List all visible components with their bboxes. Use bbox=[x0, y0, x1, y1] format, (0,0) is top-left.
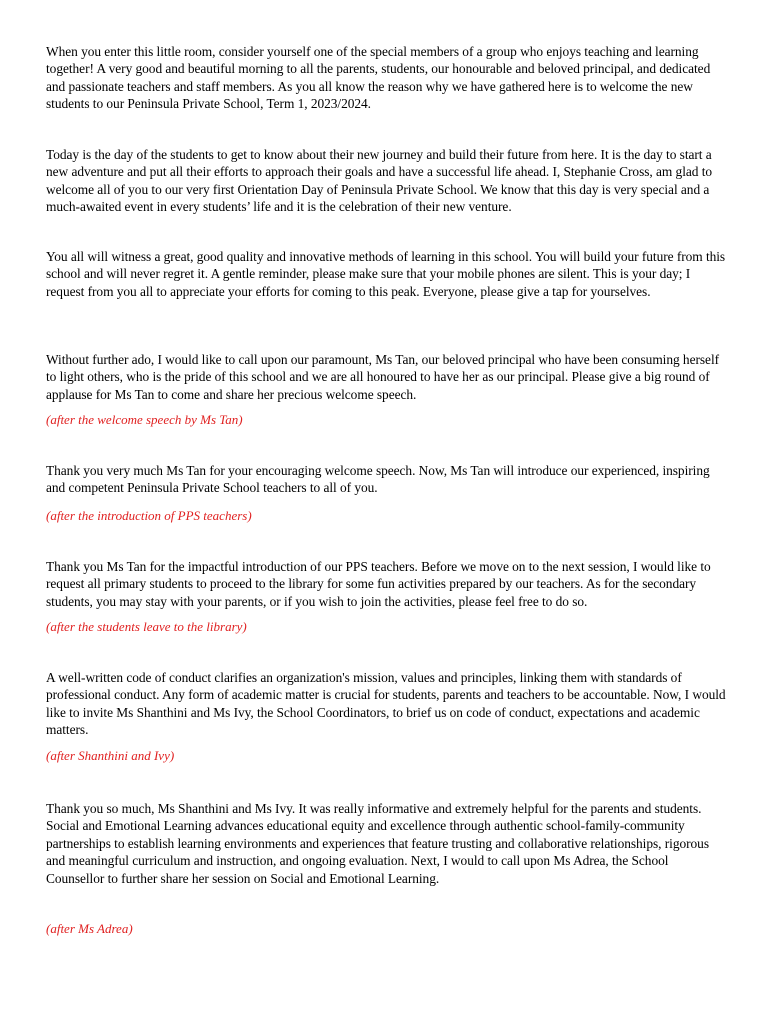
paragraph-call-principal: Without further ado, I would like to call upon our paramount, Ms Tan, our beloved principal who have been consuming herself to light others, who is the pride of this school and we are all honoured to have her as our principal. Please give a big round of applause for Ms Tan to come and share her precious welcome speech. bbox=[46, 352, 720, 402]
paragraph-code-of-conduct: A well-written code of conduct clarifies an organization's mission, values and principles, linking them with standards of professional conduct. Any form of academic matter is crucial for students, parents and teachers to be accountable. Now, I would like to invite Ms Shanthini and Ms Ivy, the School Coordinators, to brief us on code of conduct, expectations and academic matters. bbox=[46, 670, 726, 738]
paragraph-orientation-day: Today is the day of the students to get to know about their new journey and build their future from here. It is the day to start a new adventure and put all their efforts to approach their goals and have a successful life ahead. I, Stephanie Cross, am glad to welcome all of you to our very first Orientation Day of Peninsula Private School. We know that this day is very special and a much-awaited event in every students’ life and it is the celebration of their new venture. bbox=[46, 147, 713, 215]
stage-cue-coordinators: (after Shanthini and Ivy) bbox=[46, 748, 175, 763]
paragraph-reminder: You all will witness a great, good quality and innovative methods of learning in this school. You will build your future from this school and will never regret it. A gentle reminder, please make sure that your mobile phones are silent. This is your day; I request from you all to appreciate your efforts for coming to this peak. Everyone, please give a tap for yourselves. bbox=[46, 249, 726, 299]
paragraph-thank-principal: Thank you very much Ms Tan for your encouraging welcome speech. Now, Ms Tan will introduce our experienced, inspiring and competent Peninsula Private School teachers to all of you. bbox=[46, 463, 710, 496]
paragraph-social-emotional-learning: Thank you so much, Ms Shanthini and Ms Ivy. It was really informative and extremely helpful for the parents and students. Social and Emotional Learning advances educational equity and excellence through authentic school-family-community partnerships to establish learning environments and experiences that feature trusting and collaborative relationships, rigorous and meaningful curriculum and instruction, and ongoing evaluation. Next, I would to call upon Ms Adrea, the School Counsellor to further share her session on Social and Emotional Learning. bbox=[46, 801, 709, 886]
paragraph-welcome: When you enter this little room, consider yourself one of the special members of a group who enjoys teaching and learning together! A very good and beautiful morning to all the parents, students, our honourable and beloved principal, and dedicated and passionate teachers and staff members. As you all know the reason why we have gathered here is to welcome the new students to our Peninsula Private School, Term 1, 2023/2024. bbox=[46, 44, 711, 112]
stage-cue-library: (after the students leave to the library) bbox=[46, 619, 247, 634]
stage-cue-teachers-intro: (after the introduction of PPS teachers) bbox=[46, 508, 252, 523]
stage-cue-counsellor: (after Ms Adrea) bbox=[46, 921, 133, 936]
stage-cue-welcome-speech: (after the welcome speech by Ms Tan) bbox=[46, 412, 243, 427]
paragraph-library-activities: Thank you Ms Tan for the impactful introduction of our PPS teachers. Before we move on to the next session, I would like to request all primary students to proceed to the library for some fun activities prepared by our teachers. As for the secondary students, you may stay with your parents, or if you wish to join the activities, please feel free to do so. bbox=[46, 559, 711, 609]
